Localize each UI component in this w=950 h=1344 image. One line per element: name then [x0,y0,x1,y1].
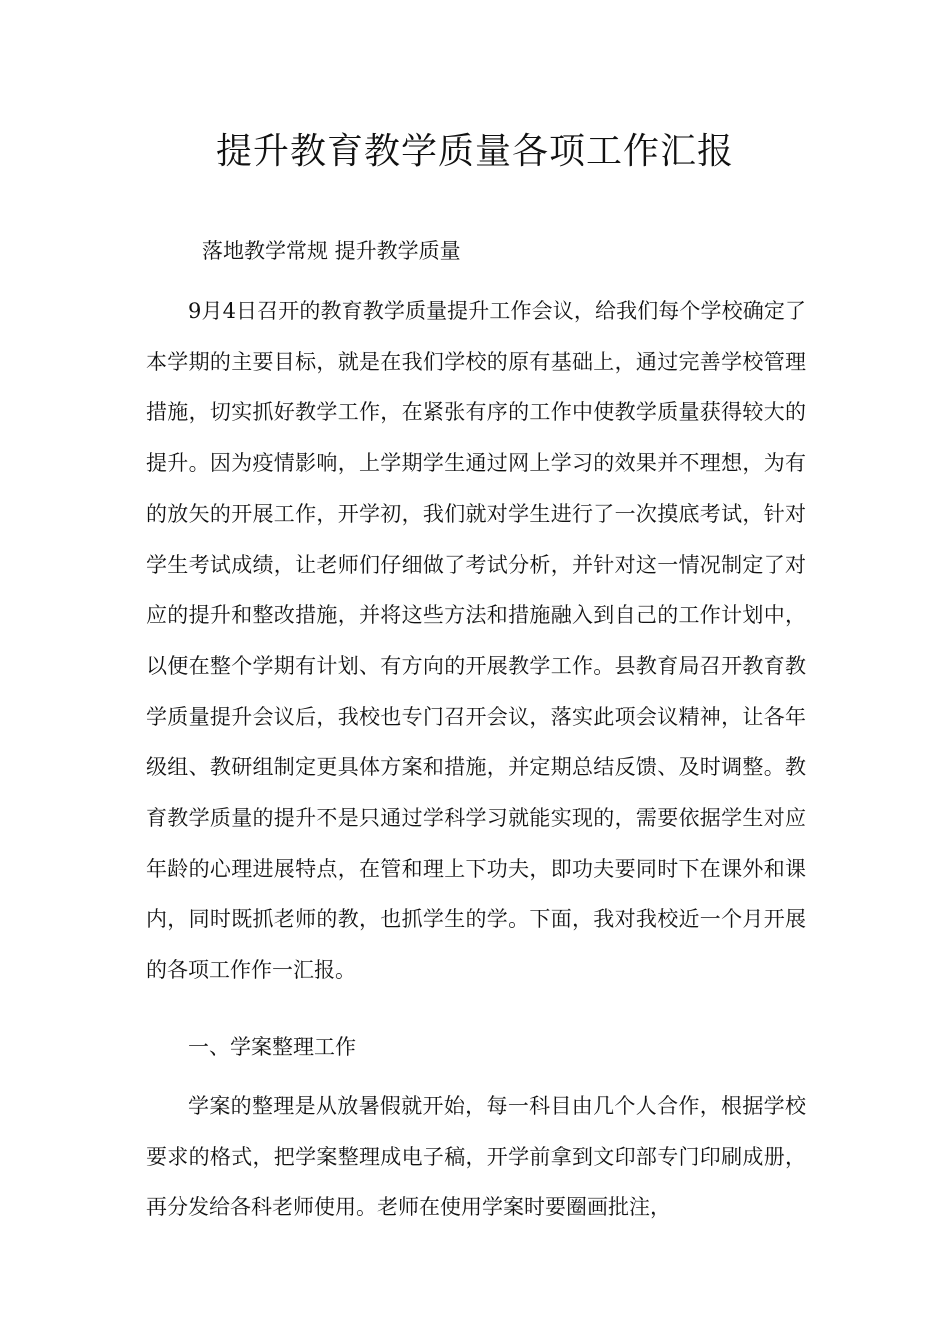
document-subtitle: 落地教学常规 提升教学质量 [202,239,461,263]
body-paragraph: 9月4日召开的教育教学质量提升工作会议，给我们每个学校确定了本学期的主要目标，就是在我们学校的原有基础上，通过完善学校管理措施，切实抓好教学工作，在紧张有序的工作中使教学质量获得较大的提升。因为疫情影响，上学期学生通过网上学习的效果并不理想，为有的放矢的开展工作，开学初，我们就对学生进行了一次摸底考试，针对学生考试成绩，让老师们仔细做了考试分析，并针对这一情况制定了对应的提升和整改措施，并将这些方法和措施融入到自己的工作计划中，以便在整个学期有计划、有方向的开展教学工作。县教育局召开教育教学质量提升会议后，我校也专门召开会议，落实此项会议精神，让各年级组、教研组制定更具体方案和措施，并定期总结反馈、及时调整。教育教学质量的提升不是只通过学科学习就能实现的，需要依据学生对应年龄的心理进展特点，在管和理上下功夫，即功夫要同时下在课外和课内，同时既抓老师的教，也抓学生的学。下面，我对我校近一个月开展的各项工作作一汇报。 [146,299,806,983]
section-heading: 一、学案整理工作 [188,1035,356,1059]
document-title: 提升教育教学质量各项工作汇报 [215,131,734,172]
body-paragraph: 学案的整理是从放暑假就开始，每一科目由几个人合作，根据学校要求的格式，把学案整理成电子稿，开学前拿到文印部专门印刷成册，再分发给各科老师使用。老师在使用学案时要圈画批注， [146,1094,806,1220]
